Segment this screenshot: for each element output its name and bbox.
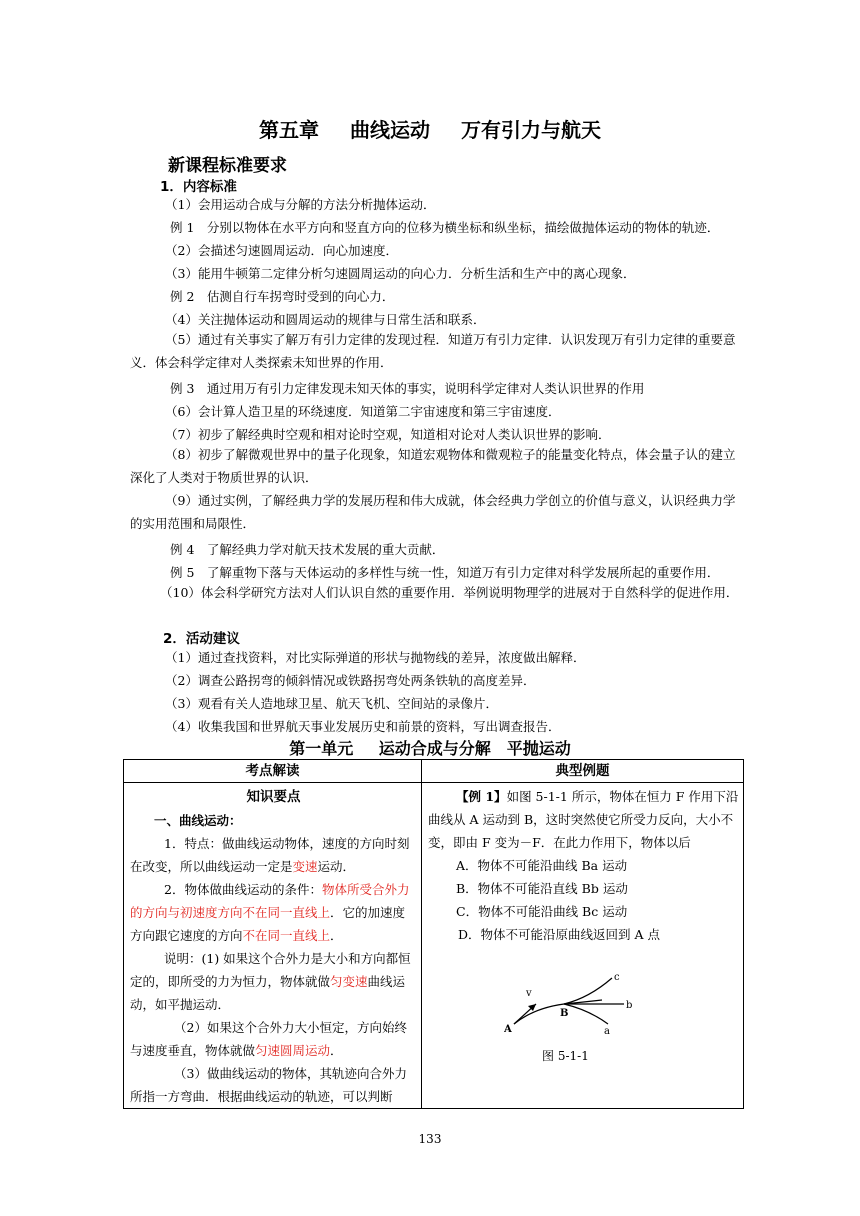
knowledge-note-3: （3）做曲线运动的物体，其轨迹向合外力所指一方弯曲．根据曲线运动的轨迹，可以判断 — [130, 1066, 407, 1104]
label-v: v — [526, 988, 532, 999]
label-B: B — [560, 1008, 569, 1019]
standard-item: （8）初步了解微观世界中的量子化现象，知道宏观物体和微观粒子的能量变化特点，体会量子认的建立深化了人类对于物质世界的认识． — [130, 447, 736, 485]
standard-example: 例 1 分别以物体在水平方向和竖直方向的位移为横坐标和纵坐标，描绘做抛体运动的物体的轨迹． — [170, 220, 720, 235]
standard-item: （2）会描述匀速圆周运动．向心加速度． — [165, 243, 398, 258]
chapter-title — [0, 114, 860, 143]
knowledge-point-2: 2．物体做曲线运动的条件：物体所受合外力的方向与初速度方向不在同一直线上．它的加速度方向跟它速度的方向不在同一直线上． — [130, 882, 410, 943]
curve-ba — [564, 1004, 608, 1024]
figure-5-1-1 — [504, 968, 654, 1038]
standard-item: （6）会计算人造卫星的环绕速度．知道第二宇宙速度和第三宇宙速度． — [165, 404, 561, 419]
standard-item: （9）通过实例，了解经典力学的发展历程和伟大成就，体会经典力学创立的价值与意义，认识经典力学的实用范围和局限性． — [130, 493, 736, 531]
column-header-analysis: 考点解读 — [124, 760, 422, 783]
page-number: 133 — [418, 1132, 442, 1146]
unit-number: 第一单元 — [289, 739, 354, 758]
table-body-row — [124, 783, 744, 1109]
unit-title — [0, 736, 860, 759]
activity-item: （1）通过查找资料，对比实际弹道的形状与抛物线的差异，浓度做出解释． — [165, 650, 586, 665]
activity-item: （2）调查公路拐弯的倾斜情况或铁路拐弯处两条铁轨的高度差异． — [165, 673, 536, 688]
standard-item: （1）会用运动合成与分解的方法分析抛体运动． — [165, 197, 436, 212]
knowledge-note-2: （2）如果这个合外力大小恒定，方向始终与速度垂直，物体就做匀速圆周运动． — [130, 1020, 407, 1058]
option-b: B．物体不可能沿直线 Bb 运动 — [456, 881, 628, 896]
label-A: A — [504, 1024, 512, 1035]
example-1-stem: 【例 1】如图 5-1-1 所示，物体在恒力 F 作用下沿曲线从 A 运动到 B，这时突然使它所受力反向，大小不变，即由 F 变为－F．在此力作用下，物体以后 — [428, 789, 739, 850]
example-label: 【例 1】 — [456, 789, 507, 804]
option-d: D．物体不可能沿原曲线返回到 A 点 — [458, 927, 660, 942]
standard-example: 例 5 了解重物下落与天体运动的多样性与统一性，知道万有引力定律对科学发展所起的重要作用． — [170, 565, 720, 580]
unit-table — [123, 759, 744, 1109]
knowledge-note-1: 说明：(1) 如果这个合外力是大小和方向都恒定的，即所受的力为恒力，物体就做匀变速曲线运动，如平抛运动． — [130, 951, 411, 1012]
highlight-text: 匀变速 — [330, 974, 368, 989]
label-b: b — [626, 1000, 633, 1011]
example-cell — [422, 783, 744, 1109]
table-header-row — [124, 760, 744, 783]
section-title: 新课程标准要求 — [168, 156, 287, 176]
standard-item: （3）能用牛顿第二定律分析匀速圆周运动的向心力．分析生活和生产中的离心现象． — [165, 266, 636, 281]
standard-example: 例 4 了解经典力学对航天技术发展的重大贡献． — [170, 542, 445, 557]
knowledge-cell — [124, 783, 422, 1109]
activity-heading: 2．活动建议 — [163, 631, 240, 647]
column-header-examples: 典型例题 — [422, 760, 744, 783]
curve-bc — [564, 978, 612, 1004]
label-c: c — [614, 972, 620, 983]
standard-item: （10）体会科学研究方法对人们认识自然的重要作用．举例说明物理学的进展对于自然科学的促进作用． — [160, 585, 739, 600]
unit-topic: 运动合成与分解 平抛运动 — [378, 739, 571, 758]
standard-item: （5）通过有关事实了解万有引力定律的发现过程．知道万有引力定律．认识发现万有引力定律的重要意义．体会科学定律对人类探索未知世界的作用． — [130, 332, 736, 370]
highlight-text: 变速 — [292, 859, 318, 874]
standard-item: （4）关注抛体运动和圆周运动的规律与日常生活和联系． — [165, 312, 486, 327]
activity-item: （4）收集我国和世界航天事业发展历史和前景的资料，写出调查报告． — [165, 719, 561, 734]
highlight-text: 物体所受合外力的方向与初速度方向不在同一直线上 — [130, 882, 410, 920]
highlight-text: 不在同一直线上 — [242, 928, 331, 943]
option-c: C．物体不可能沿曲线 Bc 运动 — [456, 904, 628, 919]
standard-item: （7）初步了解经典时空观和相对论时空观，知道相对论对人类认识世界的影响． — [165, 427, 611, 442]
highlight-text: 匀速圆周运动 — [255, 1043, 331, 1058]
knowledge-title: 知识要点 — [246, 789, 301, 805]
label-a: a — [604, 1026, 610, 1037]
chapter-topic-2: 万有引力与航天 — [460, 118, 601, 142]
section-curve-motion: 一、曲线运动： — [154, 813, 242, 828]
chapter-number: 第五章 — [259, 118, 320, 142]
option-a: A．物体不可能沿曲线 Ba 运动 — [456, 858, 628, 873]
figure-caption: 图 5-1-1 — [542, 1049, 589, 1063]
chapter-topic-1: 曲线运动 — [350, 118, 430, 142]
standard-example: 例 2 估测自行车拐弯时受到的向心力． — [170, 289, 395, 304]
activity-item: （3）观看有关人造地球卫星、航天飞机、空间站的录像片． — [165, 696, 498, 711]
content-standard-heading: 1．内容标准 — [160, 179, 237, 195]
knowledge-point-1: 1．特点：做曲线运动物体，速度的方向时刻在改变，所以曲线运动一定是变速运动． — [130, 836, 410, 874]
standard-example: 例 3 通过用万有引力定律发现未知天体的事实，说明科学定律对人类认识世界的作用 — [170, 381, 645, 396]
